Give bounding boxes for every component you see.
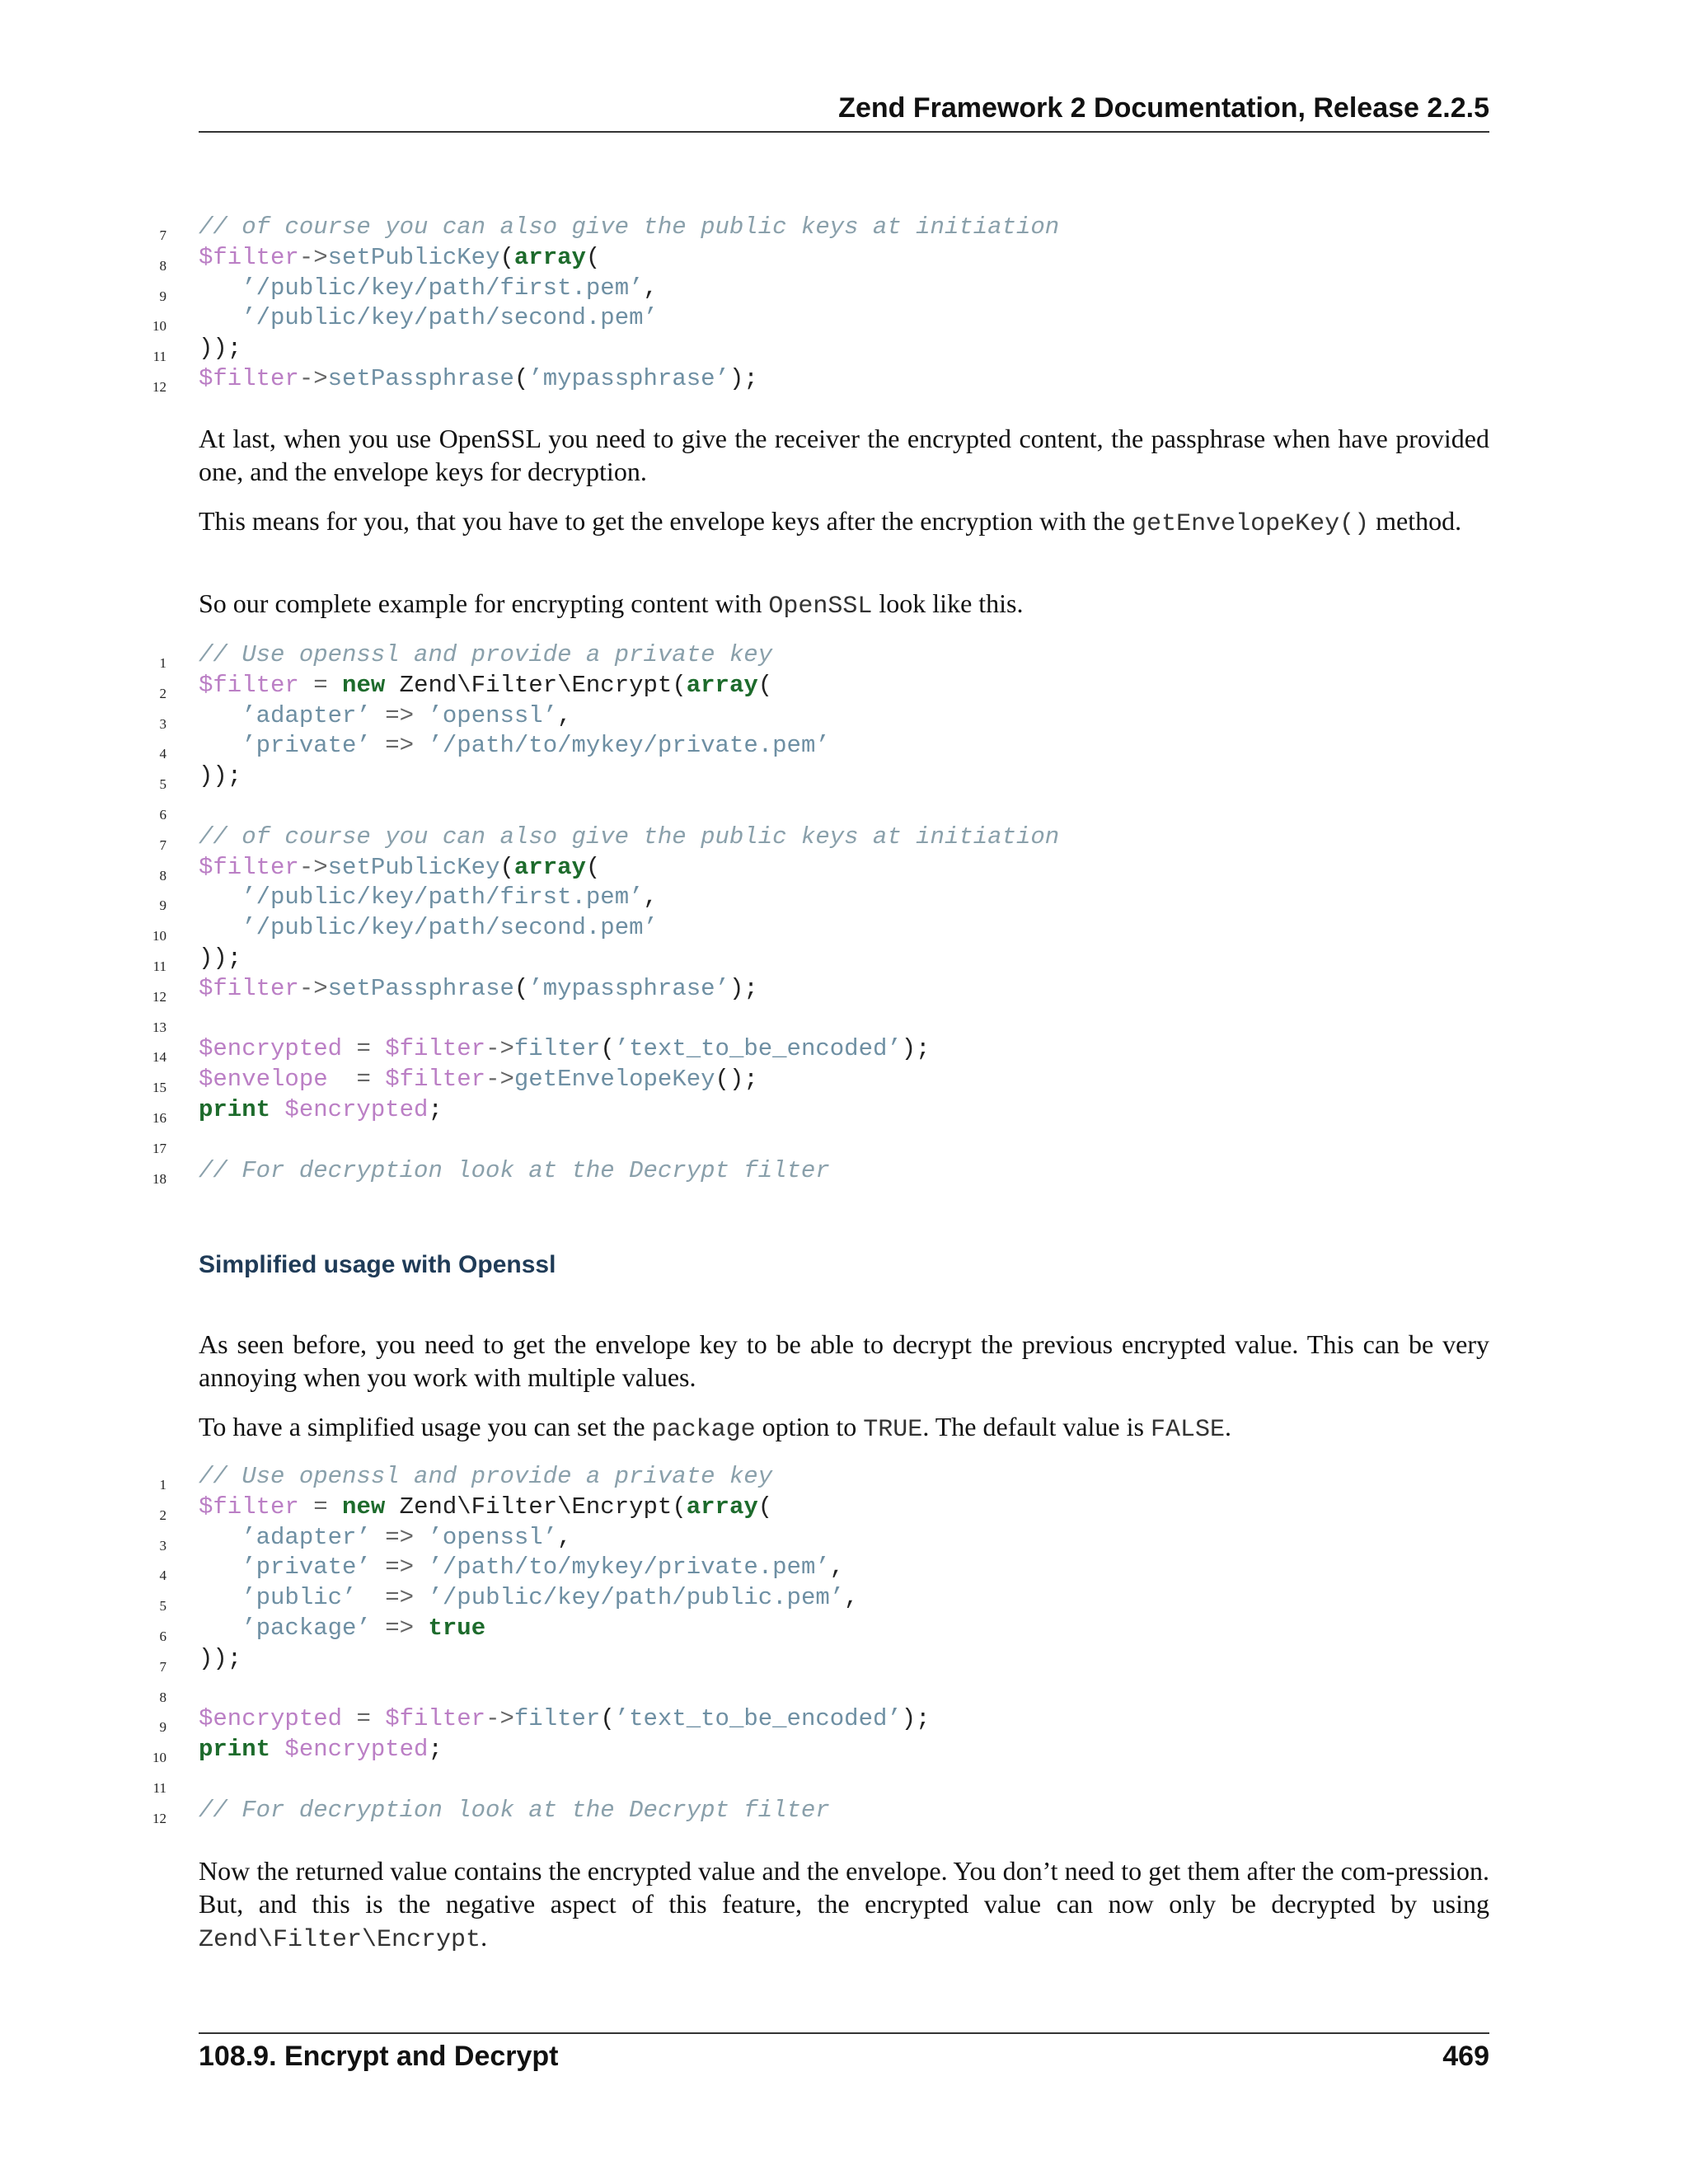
code-token: ( xyxy=(585,853,601,881)
code-token xyxy=(371,1035,385,1062)
code-token: ’/public/key/path/first.pem’ xyxy=(241,274,644,302)
line-number: 8 xyxy=(159,1689,166,1705)
paragraph-package-option: To have a simplified usage you can set the package option to TRUE. The default value is FALSE. xyxy=(199,1412,1231,1444)
code-token: Zend\Filter\Encrypt( xyxy=(385,1493,687,1521)
code-token xyxy=(199,702,241,729)
page-number: 469 xyxy=(1442,2041,1489,2072)
code-token: getEnvelopeKey xyxy=(513,1066,715,1094)
code-token: $filter xyxy=(199,974,299,1002)
code-token: -> xyxy=(485,1035,514,1063)
code-token: filter xyxy=(513,1035,601,1063)
line-number: 12 xyxy=(152,378,166,395)
line-number: 18 xyxy=(152,1170,166,1187)
paragraph-complete-example: So our complete example for encrypting content with OpenSSL look like this. xyxy=(199,588,1024,621)
code-token: ’adapter’ xyxy=(241,701,371,729)
line-number: 17 xyxy=(152,1140,166,1156)
code-token: // Use openssl and provide a private key xyxy=(199,641,773,668)
code-text xyxy=(199,1553,844,1583)
code-token: ’adapter’ xyxy=(241,1523,371,1551)
code-text xyxy=(199,1644,241,1675)
code-text xyxy=(199,1065,758,1095)
code-token: = xyxy=(356,1066,371,1094)
code-text xyxy=(199,823,1059,853)
code-token: // For decryption look at the Decrypt filter xyxy=(199,1156,830,1184)
code-token: array xyxy=(513,243,586,271)
code-token xyxy=(414,702,428,729)
document-title: Zend Framework 2 Documentation, Release 2.2.5 xyxy=(838,92,1489,124)
code-token: $filter xyxy=(385,1035,486,1063)
code-token xyxy=(328,1066,357,1093)
code-text xyxy=(199,1523,572,1554)
code-token xyxy=(414,1554,428,1581)
code-token: -> xyxy=(298,364,328,392)
code-token xyxy=(299,1493,313,1521)
code-token: ’openssl’ xyxy=(428,701,558,729)
code-token: , xyxy=(829,1554,845,1582)
code-token: = xyxy=(356,1035,371,1063)
code-token xyxy=(199,304,241,331)
code-token xyxy=(371,1615,385,1642)
code-token: new xyxy=(342,671,386,699)
code-token: ( xyxy=(585,243,601,271)
code-token: $encrypted xyxy=(199,1035,343,1063)
line-number: 10 xyxy=(152,928,166,944)
code-text xyxy=(199,213,1059,243)
code-token: ); xyxy=(729,364,758,392)
code-token: setPassphrase xyxy=(327,974,514,1002)
code-token xyxy=(414,1615,428,1642)
code-token xyxy=(199,1584,241,1611)
paragraph-envelope-annoying: As seen before, you need to get the envelope key to be able to decrypt the previous encrypted value. This can be very annoying when you work with multiple values. xyxy=(199,1329,1489,1392)
line-number: 3 xyxy=(159,715,166,732)
code-token: Zend\Filter\Encrypt( xyxy=(385,671,687,699)
line-number: 8 xyxy=(159,867,166,883)
code-token: ( xyxy=(513,364,529,392)
code-text xyxy=(199,974,758,1005)
footer-section-title: 108.9. Encrypt and Decrypt xyxy=(199,2041,559,2072)
code-text xyxy=(199,640,772,671)
code-token: ’/public/key/path/public.pem’ xyxy=(428,1584,845,1612)
code-token: ’/path/to/mykey/private.pem’ xyxy=(428,1554,830,1582)
line-number: 13 xyxy=(152,1019,166,1035)
code-token: $filter xyxy=(199,1493,299,1521)
code-token xyxy=(270,1096,284,1123)
code-token: ; xyxy=(428,1095,443,1123)
code-token: ( xyxy=(757,1493,773,1521)
code-token: // For decryption look at the Decrypt filter xyxy=(199,1796,830,1824)
line-number: 12 xyxy=(152,1810,166,1826)
code-token: $envelope xyxy=(199,1066,328,1094)
line-number: 1 xyxy=(159,1477,166,1493)
code-token xyxy=(371,732,385,759)
code-token: setPublicKey xyxy=(327,243,500,271)
code-token: ’mypassphrase’ xyxy=(528,974,729,1002)
code-text xyxy=(199,1704,931,1735)
code-token: ( xyxy=(600,1035,615,1063)
code-token: // Use openssl and provide a private key xyxy=(199,1463,773,1490)
code-token xyxy=(270,1736,284,1763)
line-number: 15 xyxy=(152,1080,166,1096)
code-token: , xyxy=(844,1584,859,1612)
line-number: 3 xyxy=(159,1537,166,1554)
code-token xyxy=(342,1705,356,1732)
code-token: ’/public/key/path/first.pem’ xyxy=(241,883,644,912)
code-token: ’package’ xyxy=(241,1614,371,1642)
code-token: -> xyxy=(485,1066,514,1094)
code-token: $filter xyxy=(199,671,299,699)
line-number: 2 xyxy=(159,1507,166,1523)
code-token: $filter xyxy=(385,1066,486,1094)
code-token: => xyxy=(385,1554,415,1582)
paragraph-envelope-keys: This means for you, that you have to get the envelope keys after the encryption with the getEnvelopeKey() method. xyxy=(199,506,1462,538)
line-number: 10 xyxy=(152,318,166,335)
code-token: $encrypted xyxy=(284,1736,429,1764)
code-token: // of course you can also give the public keys at initiation xyxy=(199,213,1060,241)
code-token: ’private’ xyxy=(241,1554,371,1582)
code-token: new xyxy=(342,1493,386,1521)
line-number: 4 xyxy=(159,1568,166,1584)
code-text xyxy=(199,1156,830,1187)
code-token xyxy=(414,1584,428,1611)
code-text xyxy=(199,243,600,274)
code-token: $filter xyxy=(385,1705,486,1733)
code-text xyxy=(199,1735,443,1765)
code-token: , xyxy=(643,274,658,302)
code-text xyxy=(199,1796,830,1826)
code-token xyxy=(414,732,428,759)
code-token: , xyxy=(557,701,572,729)
line-number: 6 xyxy=(159,1628,166,1644)
code-token: ); xyxy=(901,1035,931,1063)
code-token: ’text_to_be_encoded’ xyxy=(614,1035,902,1063)
code-token: true xyxy=(428,1614,486,1642)
inline-code: OpenSSL xyxy=(768,593,873,621)
code-token: )); xyxy=(199,1644,242,1672)
code-token: $encrypted xyxy=(284,1095,429,1123)
code-token xyxy=(371,1524,385,1551)
code-token: $filter xyxy=(199,243,299,271)
line-number: 8 xyxy=(159,257,166,274)
line-number: 7 xyxy=(159,1658,166,1675)
line-number: 11 xyxy=(152,958,166,974)
page-footer xyxy=(199,2032,1489,2075)
code-text xyxy=(199,883,658,913)
code-text xyxy=(199,334,241,364)
line-number: 5 xyxy=(159,776,166,793)
code-token: (); xyxy=(715,1066,758,1094)
line-number: 9 xyxy=(159,1719,166,1736)
code-token xyxy=(199,914,241,941)
code-token: = xyxy=(356,1705,371,1733)
code-token: // of course you can also give the public keys at initiation xyxy=(199,823,1060,851)
line-number: 9 xyxy=(159,288,166,304)
code-token: => xyxy=(385,732,415,760)
code-token: = xyxy=(313,1493,328,1521)
code-token: )); xyxy=(199,944,242,972)
line-number: 9 xyxy=(159,898,166,914)
line-number: 14 xyxy=(152,1049,166,1066)
code-token: -> xyxy=(485,1705,514,1733)
code-token xyxy=(342,1035,356,1062)
line-number: 1 xyxy=(159,655,166,671)
code-token: ’/public/key/path/second.pem’ xyxy=(241,914,658,942)
code-token: )); xyxy=(199,762,242,790)
code-token: -> xyxy=(298,974,328,1002)
inline-code: FALSE xyxy=(1150,1416,1225,1444)
code-text xyxy=(199,1614,485,1644)
code-token: => xyxy=(385,701,415,729)
code-text xyxy=(199,1493,772,1523)
code-token: ( xyxy=(499,243,514,271)
line-number: 5 xyxy=(159,1598,166,1615)
inline-code: package xyxy=(651,1416,756,1444)
code-token xyxy=(371,1705,385,1732)
code-token: ); xyxy=(729,974,758,1002)
code-token: => xyxy=(385,1523,415,1551)
inline-code: getEnvelopeKey() xyxy=(1132,510,1370,538)
code-token xyxy=(328,672,342,699)
code-text xyxy=(199,1462,772,1493)
code-text xyxy=(199,274,658,304)
code-token: ( xyxy=(513,974,529,1002)
code-text xyxy=(199,913,658,944)
line-number: 4 xyxy=(159,746,166,762)
code-token xyxy=(199,1524,241,1551)
line-number: 10 xyxy=(152,1750,166,1766)
code-token: ( xyxy=(757,671,773,699)
code-token: ( xyxy=(499,853,514,881)
page-header xyxy=(199,92,1489,133)
code-token: filter xyxy=(513,1705,601,1733)
code-token: ’public’ xyxy=(241,1584,357,1612)
code-token: array xyxy=(513,853,586,881)
code-token: print xyxy=(199,1095,271,1123)
code-token xyxy=(199,883,241,911)
code-token: -> xyxy=(298,853,328,881)
code-text xyxy=(199,303,658,334)
line-number: 12 xyxy=(152,988,166,1005)
code-token xyxy=(299,672,313,699)
line-number: 7 xyxy=(159,227,166,243)
code-token: array xyxy=(686,1493,758,1521)
code-text xyxy=(199,944,241,974)
code-token: ); xyxy=(901,1705,931,1733)
code-token: ’text_to_be_encoded’ xyxy=(614,1705,902,1733)
inline-code: Zend\Filter\Encrypt xyxy=(199,1926,481,1954)
code-token: => xyxy=(385,1584,415,1612)
paragraph-returned-value: Now the returned value contains the encrypted value and the envelope. You don’t need to get them after the com-pression. But, and this is the negative aspect of this feature, the encrypted value can now only be decrypted by using Zend\Filter\Encrypt. xyxy=(199,1856,1489,1954)
code-token: -> xyxy=(298,243,328,271)
code-token xyxy=(328,1493,342,1521)
code-token: print xyxy=(199,1736,271,1764)
code-text xyxy=(199,701,572,732)
code-token xyxy=(356,1584,385,1611)
code-text xyxy=(199,1095,443,1126)
code-text xyxy=(199,364,758,395)
code-token: setPublicKey xyxy=(327,853,500,881)
code-token: = xyxy=(313,671,328,699)
code-token: )); xyxy=(199,335,242,363)
code-token xyxy=(199,732,241,759)
code-token: setPassphrase xyxy=(327,364,514,392)
code-token xyxy=(199,274,241,302)
line-number: 16 xyxy=(152,1109,166,1126)
code-token xyxy=(371,1554,385,1581)
code-token: ( xyxy=(600,1705,615,1733)
code-token: ’/public/key/path/second.pem’ xyxy=(241,304,658,332)
code-token xyxy=(371,1066,385,1093)
section-heading: Simplified usage with Openssl xyxy=(199,1251,556,1278)
line-number: 6 xyxy=(159,806,166,823)
paragraph-openssl-receiver: At last, when you use OpenSSL you need to give the receiver the encrypted content, the passphrase when have provided one, and the envelope keys for decryption. xyxy=(199,424,1489,486)
code-token: , xyxy=(557,1523,572,1551)
code-token: array xyxy=(686,671,758,699)
code-text xyxy=(199,762,241,792)
code-token: ; xyxy=(428,1736,443,1764)
code-text xyxy=(199,671,772,701)
code-text xyxy=(199,1034,931,1065)
code-token xyxy=(371,702,385,729)
code-text xyxy=(199,853,600,883)
code-token: , xyxy=(643,883,658,912)
line-number: 11 xyxy=(152,349,166,365)
code-token: ’mypassphrase’ xyxy=(528,364,729,392)
line-number: 7 xyxy=(159,837,166,853)
code-token: $filter xyxy=(199,364,299,392)
code-token: $filter xyxy=(199,853,299,881)
code-token: => xyxy=(385,1614,415,1642)
code-token: $encrypted xyxy=(199,1705,343,1733)
code-text xyxy=(199,1583,859,1614)
inline-code: TRUE xyxy=(863,1416,923,1444)
code-token xyxy=(199,1615,241,1642)
code-token: ’private’ xyxy=(241,732,371,760)
code-token xyxy=(199,1554,241,1581)
code-token xyxy=(414,1524,428,1551)
line-number: 2 xyxy=(159,685,166,701)
code-token: ’/path/to/mykey/private.pem’ xyxy=(428,732,830,760)
code-token: ’openssl’ xyxy=(428,1523,558,1551)
line-number: 11 xyxy=(152,1779,166,1796)
code-text xyxy=(199,731,830,762)
